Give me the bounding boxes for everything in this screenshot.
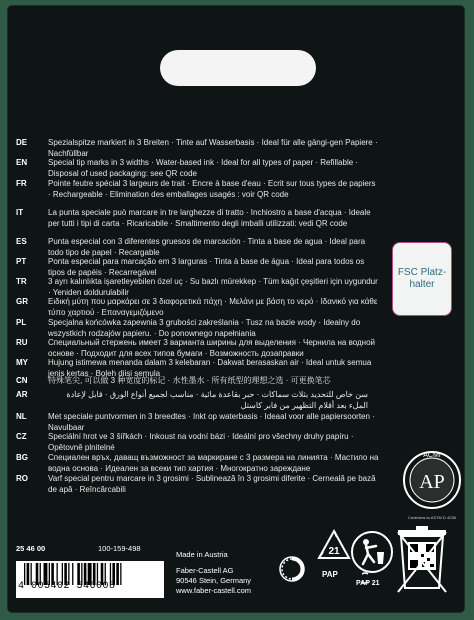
hang-hole	[160, 50, 316, 86]
lang-text: سن خاص للتحديد بثلاث سماكات · حبر بقاعدة مائية · مناسب لجميع أنواع الورق · قابل لإعادة الملء بعد أقلام التظهير من فابر كاستل	[66, 390, 368, 410]
lang-code: PL	[16, 318, 27, 327]
lang-text: Pointe feutre spécial 3 largeurs de trait · Encre à base d'eau · Ecrit sur tous types de papiers · Rechargeable · Elimination des emballages usagés : voir QR code	[48, 179, 376, 199]
crossed-bin-icon	[394, 524, 450, 596]
lang-code: FR	[16, 179, 27, 188]
acmi-top-text: ACMI	[423, 452, 441, 459]
lang-text: 特殊笔尖, 可以做 3 种宽度的标记 · 水性墨水 · 所有纸型的理想之选 · 可更换笔芯	[48, 376, 331, 385]
pap-21-number: 21	[328, 546, 340, 557]
barcode-digits: 4 005402 546008	[18, 581, 116, 592]
lang-code: IT	[16, 208, 24, 217]
company-address	[176, 566, 251, 596]
lang-code: CN	[16, 376, 28, 385]
tidyman-icon	[350, 530, 394, 574]
acmi-ap-seal-icon	[400, 444, 464, 516]
lang-text: Punta especial con 3 diferentes gruesos de marcación · Tinta a base de agua · Ideal para todo tipo de papel · Recargable	[48, 237, 366, 257]
fsc-label: FSC Platz-halter	[397, 267, 447, 290]
lang-text: La punta speciale può marcare in tre larghezze di tratto · Inchiostro a base d'acqua · Ideale per tutti i tipi di carta · Ricaricabile · Smaltimento degli imballi utilizzati: vedi QR code	[48, 208, 371, 228]
lang-text: Special tip marks in 3 widths · Water-based ink · Ideal for all types of paper · Refillable · Disposal of used packaging: see QR code	[48, 158, 359, 178]
pap-21-label: PAP 21	[356, 580, 380, 587]
lang-code: EN	[16, 158, 28, 167]
lang-text: 3 ayrı kalınlıkta işaretleyebilen özel uç · Su bazlı mürekkep · Tüm kağıt çeşitleri için uygundur · Yeniden doldurulabilir	[48, 277, 378, 297]
lang-code: BG	[16, 453, 28, 462]
fsc-placeholder	[392, 242, 452, 316]
packaging-back	[8, 6, 464, 612]
lang-code: PT	[16, 257, 27, 266]
lang-code: RU	[16, 338, 28, 347]
barcode	[16, 561, 164, 598]
lang-text: Speciální hrot ve 3 šířkách · Inkoust na vodní bázi · Ideální pro všechny druhy papíru · Opětovně plnitelné	[48, 432, 354, 452]
lang-text: Специальный стержень имеет 3 варианта ширины для выделения · Чернила на водной основе · Подходит для всех типов бумаги · Возможность дозаправки	[48, 338, 376, 358]
lang-code: RO	[16, 474, 28, 483]
company-street: 90546 Stein, Germany	[176, 576, 252, 585]
qr-code-icon	[408, 542, 436, 570]
lang-code: AR	[16, 390, 28, 399]
lang-text: Ειδική μύτη που μαρκάρει σε 3 διαφορετικά πάχη · Μελάνι με βάση το νερό · Ιδανικό για κάθε τύπο χαρτιού · Επαναγεμιζόμενο	[48, 297, 378, 317]
lang-code: MY	[16, 358, 28, 367]
lang-code: GR	[16, 297, 28, 306]
lang-code: NL	[16, 412, 27, 421]
company-name: Faber-Castell AG	[176, 566, 234, 575]
lang-code: DE	[16, 138, 28, 147]
acmi-caption: Conforms to ASTM D 4236	[408, 515, 456, 520]
pap-21-recycle-icon	[316, 528, 352, 564]
lang-text: Hujung istimewa menanda dalam 3 kelebaran · Dakwat berasaskan air · Ideal untuk semua jenis kertas · Boleh diisi semula	[48, 358, 372, 378]
lang-text: Varf special pentru marcare in 3 grosimi · Sublinează în 3 grosimi diferite · Cerneală pe bază de apă · Reîncărcabili	[48, 474, 376, 494]
pap-label: PAP	[322, 570, 338, 579]
lang-text: Spezialspitze markiert in 3 Breiten · Tinte auf Wasserbasis · Ideal für alle gängi-gen Papiere · Nachfüllbar	[48, 138, 378, 158]
made-in: Made in Austria	[176, 550, 228, 559]
item-code: 100-159-498	[98, 544, 141, 553]
lang-code: ES	[16, 237, 27, 246]
article-number: 25 46 00	[16, 544, 46, 553]
lang-code: CZ	[16, 432, 27, 441]
company-website: www.faber-castell.com	[176, 586, 252, 595]
lang-code: TR	[16, 277, 27, 286]
lang-text: Специален връх, даващ възможност за маркиране с 3 размера на линията · Мастило на водна основа · Идеален за всеки тип хартия · Многократно зареждане	[48, 453, 379, 473]
lang-text: Specjalna końcówka zapewnia 3 grubości zakreślania · Tusz na bazie wody · Idealny do wszystkich rodzajów papieru. · Do ponownego napełniania	[48, 318, 361, 338]
lang-text: Ponta especial para marcação em 3 larguras · Tinta à base de água · Ideal para todos os tipos de papéis · Recarregável	[48, 257, 365, 277]
green-dot-icon	[278, 555, 306, 583]
ap-text: AP	[419, 471, 445, 493]
lang-text: Met speciale puntvormen in 3 breedtes · Inkt op waterbasis · Ideaal voor alle papiersoorten · Navulbaar	[48, 412, 375, 432]
